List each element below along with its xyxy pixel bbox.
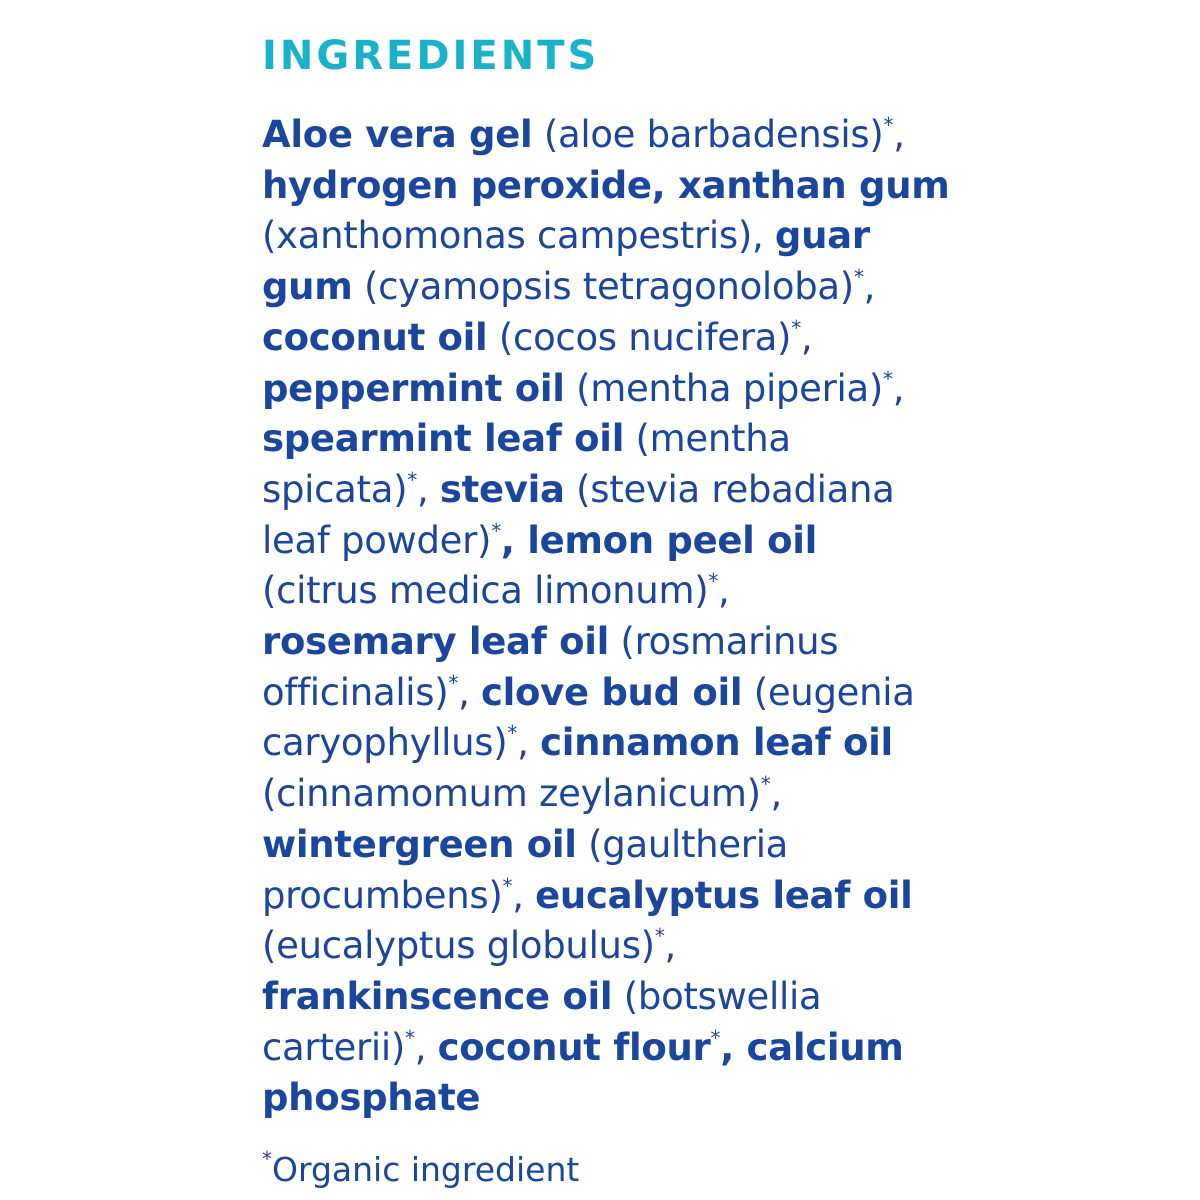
ingredient-botanical-name: ,: [512, 873, 536, 917]
ingredient-name: phosphate: [262, 1076, 481, 1120]
ingredient-name: eucalyptus leaf oil: [535, 873, 913, 917]
ingredients-list: [262, 110, 982, 1124]
ingredient-name: , lemon peel oil: [500, 518, 818, 562]
ingredient-line: [262, 465, 982, 516]
ingredient-botanical-name: (cyamopsis tetragonoloba): [352, 265, 854, 309]
ingredient-line: [262, 617, 982, 668]
organic-asterisk: *: [760, 772, 771, 797]
footnote-asterisk: *: [262, 1147, 272, 1172]
ingredient-botanical-name: ,: [458, 670, 482, 714]
ingredient-botanical-name: ,: [863, 265, 876, 309]
ingredient-botanical-name: ,: [800, 315, 813, 359]
organic-asterisk: *: [710, 1025, 721, 1050]
ingredient-name: clove bud oil: [481, 670, 743, 714]
ingredient-botanical-name: procumbens): [262, 873, 503, 917]
organic-footnote: [262, 1148, 982, 1192]
ingredient-botanical-name: caryophyllus): [262, 721, 508, 765]
ingredient-botanical-name: (eucalyptus globulus): [262, 924, 655, 968]
ingredient-line: [262, 516, 982, 567]
ingredient-name: rosemary leaf oil: [262, 620, 609, 664]
ingredient-line: [262, 414, 982, 465]
ingredient-line: [262, 364, 982, 415]
ingredient-botanical-name: ,: [414, 1025, 438, 1069]
ingredient-botanical-name: ,: [893, 113, 905, 156]
ingredient-line: [262, 161, 982, 212]
ingredient-botanical-name: (stevia rebadiana: [564, 467, 895, 511]
ingredient-botanical-name: (mentha: [624, 417, 791, 461]
ingredient-botanical-name: spicata): [262, 467, 408, 511]
organic-asterisk: *: [708, 569, 719, 594]
ingredient-botanical-name: ,: [770, 772, 782, 816]
ingredient-botanical-name: (cocos nucifera): [487, 315, 792, 359]
ingredient-line: [262, 871, 982, 922]
ingredient-line: [262, 110, 982, 161]
ingredient-botanical-name: ,: [718, 569, 730, 613]
ingredient-line: [262, 566, 982, 617]
organic-asterisk: *: [883, 366, 893, 391]
ingredient-botanical-name: (aloe barbadensis): [532, 113, 884, 156]
ingredient-line: [262, 921, 982, 972]
ingredients-heading: INGREDIENTS: [262, 33, 600, 79]
organic-asterisk: *: [853, 265, 864, 290]
ingredient-botanical-name: (botswellia: [612, 974, 822, 1018]
ingredient-line: [262, 718, 982, 769]
ingredient-botanical-name: (xanthomonas campestris),: [262, 214, 775, 258]
ingredient-name: cinnamon leaf oil: [540, 721, 893, 765]
ingredient-name: coconut flour: [437, 1025, 711, 1069]
organic-asterisk: *: [507, 721, 518, 746]
ingredient-botanical-name: (rosmarinus: [608, 620, 839, 664]
ingredient-line: [262, 668, 982, 719]
ingredient-botanical-name: (mentha piperia): [564, 366, 883, 410]
ingredient-name: Aloe vera gel: [262, 113, 533, 156]
ingredient-name: frankinscence oil: [262, 974, 613, 1018]
ingredient-name: hydrogen peroxide, xanthan gum: [262, 163, 950, 207]
ingredient-name: wintergreen oil: [262, 822, 577, 866]
ingredient-line: [262, 262, 982, 313]
ingredient-botanical-name: leaf powder): [262, 518, 492, 562]
organic-asterisk: *: [491, 518, 501, 543]
ingredient-botanical-name: ,: [892, 366, 905, 410]
ingredient-botanical-name: ,: [517, 721, 541, 765]
organic-asterisk: *: [654, 924, 665, 949]
ingredient-name: peppermint oil: [262, 366, 565, 410]
ingredient-botanical-name: ,: [664, 924, 676, 968]
ingredient-name: , calcium: [720, 1025, 904, 1069]
ingredient-name: guar: [774, 214, 870, 258]
organic-asterisk: *: [502, 873, 513, 898]
ingredient-name: spearmint leaf oil: [262, 417, 625, 461]
ingredient-line: [262, 769, 982, 820]
ingredient-line: [262, 820, 982, 871]
ingredient-name: coconut oil: [262, 315, 488, 359]
ingredient-line: [262, 313, 982, 364]
footnote-text: Organic ingredient: [272, 1150, 580, 1190]
ingredient-name: stevia: [439, 467, 565, 511]
ingredient-botanical-name: (citrus medica limonum): [262, 569, 709, 613]
organic-asterisk: *: [448, 670, 459, 695]
ingredient-line: [262, 972, 982, 1023]
ingredient-botanical-name: ,: [416, 467, 440, 511]
ingredient-botanical-name: officinalis): [262, 670, 449, 714]
organic-asterisk: *: [405, 1025, 415, 1050]
ingredient-botanical-name: carterii): [262, 1025, 406, 1069]
ingredient-line: [262, 1073, 982, 1124]
ingredient-botanical-name: (gaultheria: [576, 822, 789, 866]
organic-asterisk: *: [791, 315, 801, 340]
ingredients-panel: [262, 28, 982, 1192]
organic-asterisk: *: [407, 467, 417, 492]
ingredient-botanical-name: (cinnamomum zeylanicum): [262, 772, 761, 816]
ingredient-botanical-name: (eugenia: [742, 670, 915, 714]
organic-asterisk: *: [883, 113, 894, 137]
ingredient-name: gum: [262, 265, 353, 309]
ingredient-line: [262, 211, 982, 262]
ingredient-line: [262, 1023, 982, 1074]
